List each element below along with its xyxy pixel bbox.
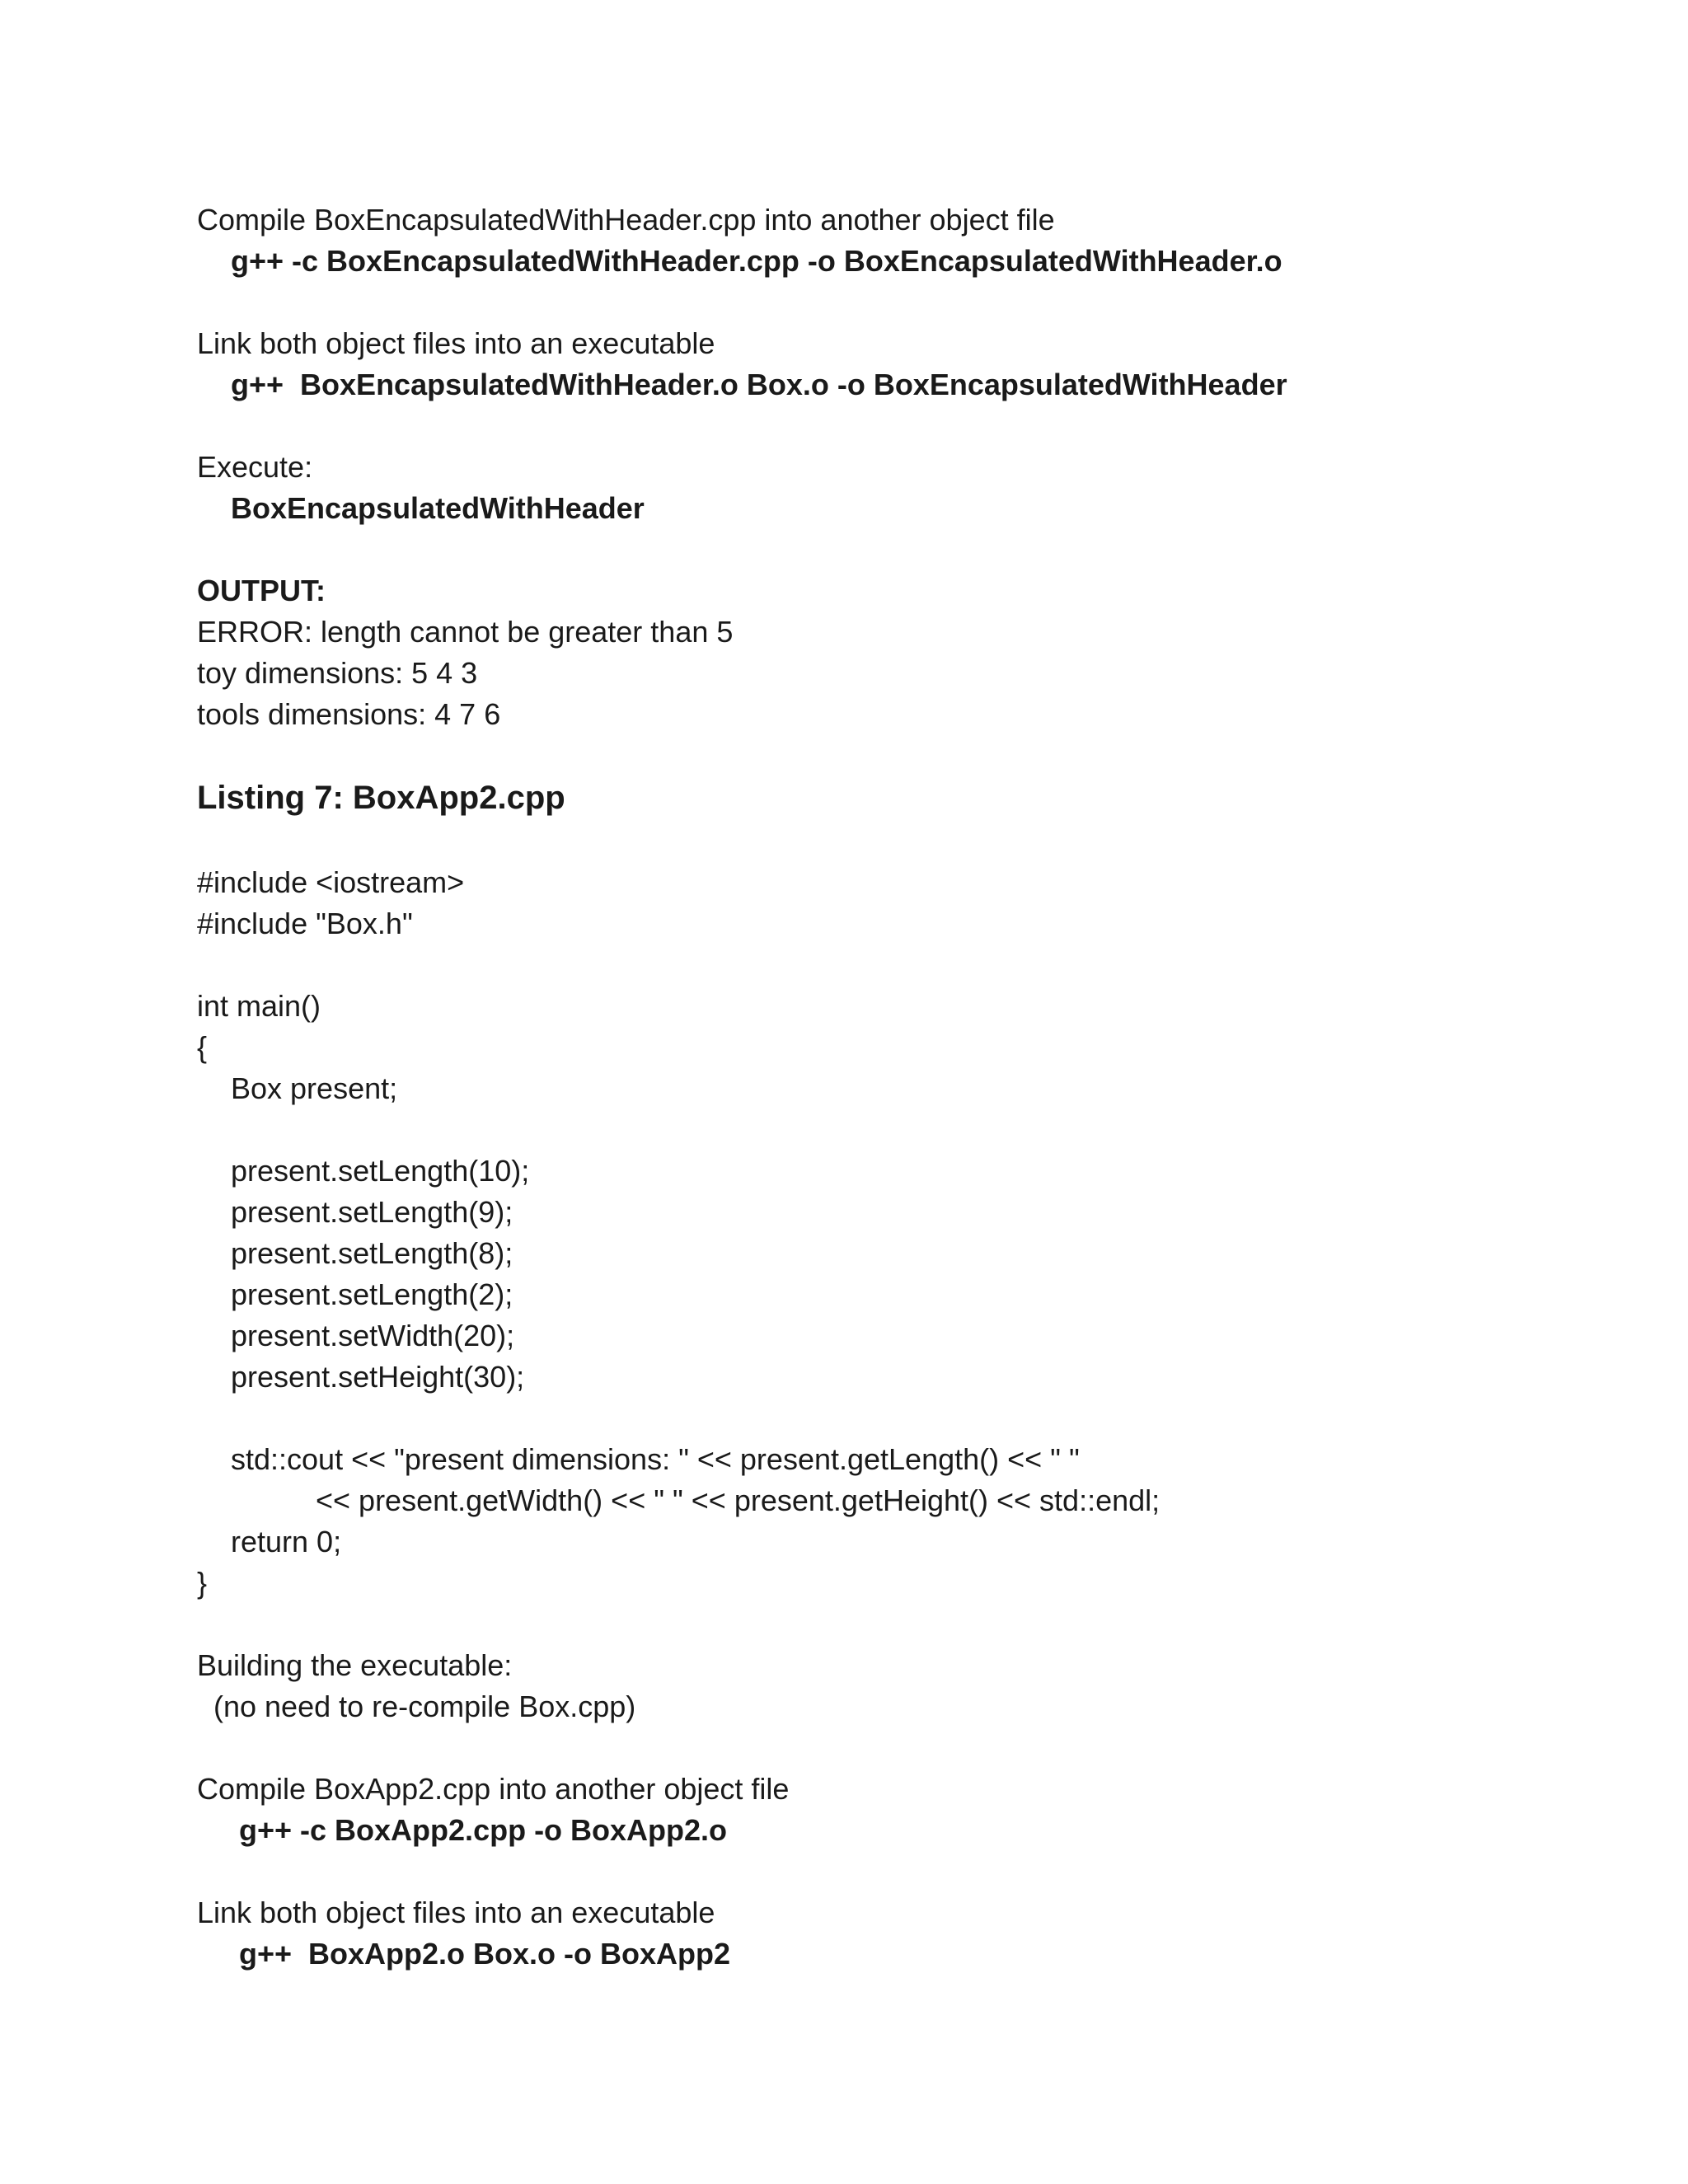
code-line: Box present;	[231, 1071, 398, 1105]
link-description: Link both object files into an executable	[197, 326, 715, 360]
compile-command: g++ -c BoxEncapsulatedWithHeader.cpp -o BoxEncapsulatedWithHeader.o	[231, 244, 1282, 278]
spacer	[197, 944, 1598, 986]
code-listing	[197, 862, 1598, 1604]
spacer	[197, 735, 1598, 776]
execute-command: BoxEncapsulatedWithHeader	[231, 491, 645, 525]
spacer	[197, 1851, 1598, 1892]
compile-command: g++ -c BoxApp2.cpp -o BoxApp2.o	[239, 1813, 728, 1847]
output-line: ERROR: length cannot be greater than 5	[197, 615, 734, 649]
code-line: int main()	[197, 989, 321, 1023]
code-line: return 0;	[231, 1525, 342, 1558]
execute-label: Execute:	[197, 450, 313, 484]
spacer	[197, 1727, 1598, 1769]
code-line: }	[197, 1566, 208, 1600]
code-line: present.setWidth(20);	[231, 1319, 515, 1352]
code-line: {	[197, 1030, 208, 1064]
code-line: present.setLength(8);	[231, 1236, 513, 1270]
output-line: toy dimensions: 5 4 3	[197, 656, 478, 690]
link-description: Link both object files into an executable	[197, 1896, 715, 1929]
code-line: << present.getWidth() << " " << present.getHeight() << std::endl;	[316, 1483, 1160, 1517]
spacer	[197, 821, 1598, 862]
code-line: present.setLength(9);	[231, 1195, 513, 1229]
building-note: (no need to re-compile Box.cpp)	[213, 1690, 636, 1723]
code-line: present.setHeight(30);	[231, 1360, 525, 1394]
spacer	[197, 282, 1598, 323]
spacer	[197, 529, 1598, 570]
code-line: #include <iostream>	[197, 865, 465, 899]
output-line: tools dimensions: 4 7 6	[197, 697, 501, 731]
link-command: g++ BoxApp2.o Box.o -o BoxApp2	[239, 1937, 731, 1971]
output-heading: OUTPUT:	[197, 574, 326, 607]
code-line: present.setLength(10);	[231, 1154, 530, 1188]
code-line: present.setLength(2);	[231, 1277, 513, 1311]
spacer	[197, 1109, 1598, 1151]
building-label: Building the executable:	[197, 1648, 513, 1682]
spacer	[197, 1604, 1598, 1645]
spacer	[197, 405, 1598, 447]
code-line: std::cout << "present dimensions: " << present.getLength() << " "	[231, 1442, 1080, 1476]
compile-description: Compile BoxEncapsulatedWithHeader.cpp into another object file	[197, 203, 1055, 237]
code-line: #include "Box.h"	[197, 907, 413, 940]
listing-title: Listing 7: BoxApp2.cpp	[197, 780, 565, 816]
compile-description: Compile BoxApp2.cpp into another object file	[197, 1772, 790, 1806]
document-page	[197, 199, 1598, 1975]
link-command: g++ BoxEncapsulatedWithHeader.o Box.o -o BoxEncapsulatedWithHeader	[231, 368, 1287, 401]
spacer	[197, 1398, 1598, 1439]
